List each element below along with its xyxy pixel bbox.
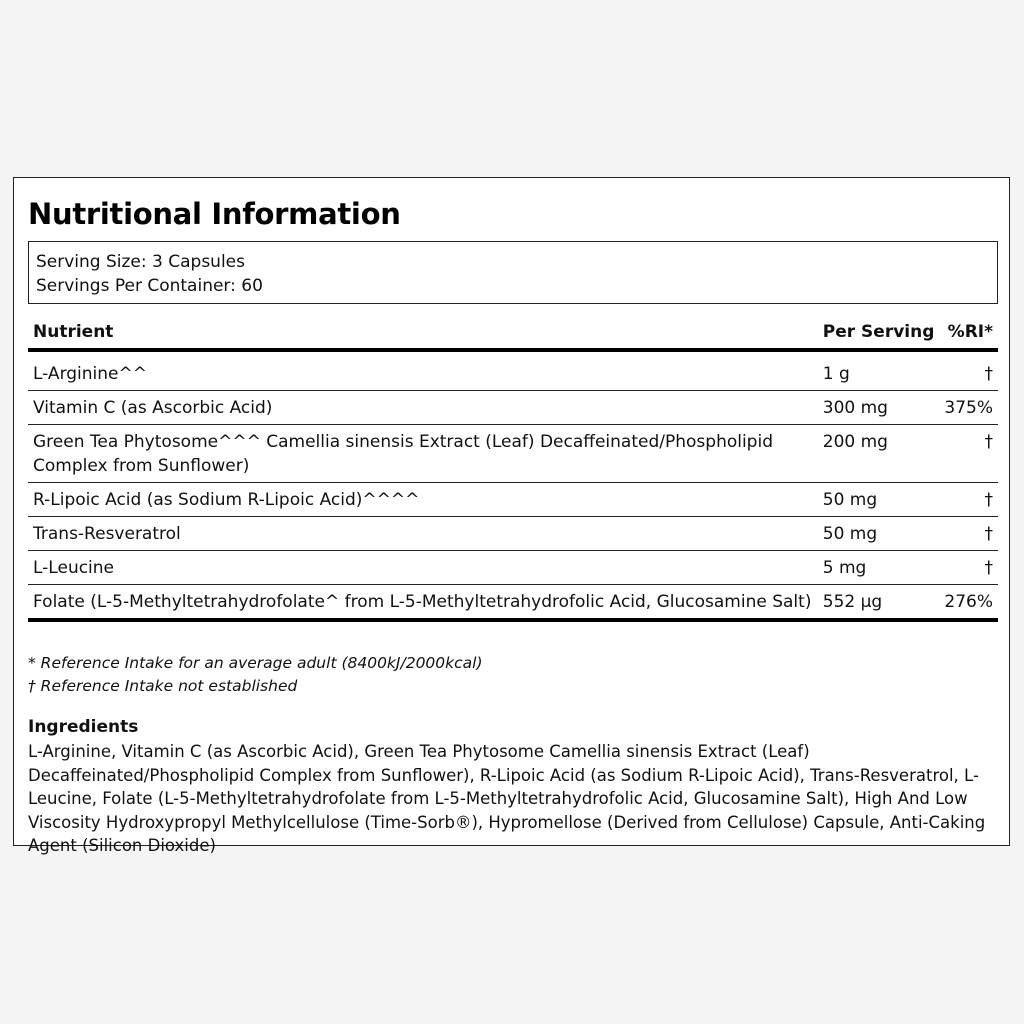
- nutrient-name: R-Lipoic Acid (as Sodium R-Lipoic Acid)^^^^: [28, 483, 818, 517]
- nutrient-amount: 50 mg: [818, 483, 940, 517]
- ri-column-header: %RI*: [939, 316, 998, 350]
- nutrient-amount: 1 g: [818, 350, 940, 391]
- nutrient-ri: †: [939, 425, 998, 483]
- serving-size: Serving Size: 3 Capsules: [36, 252, 245, 272]
- table-row: [28, 350, 998, 391]
- not-established-note: † Reference Intake not established: [28, 677, 298, 695]
- footnotes: [28, 652, 483, 698]
- table-row: [28, 585, 998, 621]
- nutrient-amount: 300 mg: [818, 391, 940, 425]
- reference-intake-note: * Reference Intake for an average adult (8400kJ/2000kcal): [28, 654, 483, 672]
- nutrient-ri: †: [939, 483, 998, 517]
- nutrient-name: L-Arginine^^: [28, 350, 818, 391]
- table-header-row: [28, 316, 998, 350]
- nutrient-name: L-Leucine: [28, 551, 818, 585]
- ingredients-heading: Ingredients: [28, 717, 139, 737]
- nutrient-amount: 5 mg: [818, 551, 940, 585]
- nutrient-name: Folate (L-5-Methyltetrahydrofolate^ from L-5-Methyltetrahydrofolic Acid, Glucosamine Salt): [28, 585, 818, 621]
- nutrient-ri: †: [939, 551, 998, 585]
- table-row: [28, 483, 998, 517]
- servings-per-container: Servings Per Container: 60: [36, 276, 263, 296]
- serving-info-box: [28, 241, 998, 304]
- table-row: [28, 425, 998, 483]
- table-row: [28, 517, 998, 551]
- table-row: [28, 391, 998, 425]
- per-serving-column-header: Per Serving: [818, 316, 940, 350]
- nutrient-name: Trans-Resveratrol: [28, 517, 818, 551]
- nutrient-ri: 276%: [939, 585, 998, 621]
- nutrient-amount: 552 µg: [818, 585, 940, 621]
- nutrient-ri: 375%: [939, 391, 998, 425]
- nutrient-ri: †: [939, 517, 998, 551]
- ingredients-list: L-Arginine, Vitamin C (as Ascorbic Acid), Green Tea Phytosome Camellia sinensis Extract (Leaf) Decaffeinated/Phospholipid Complex from Sunflower), R-Lipoic Acid (as Sodium R-Lipoic Acid), Trans-Resveratrol, L-Leucine, Folate (L-5-Methyltetrahydrofolate from L-5-Methyltetrahydrofolic Acid, Glucosamine Salt), High And Low Viscosity Hydroxypropyl Methylcellulose (Time-Sorb®), Hypromellose (Derived from Cellulose) Capsule, Anti-Caking Agent (Silicon Dioxide): [28, 742, 986, 855]
- nutrient-name: Vitamin C (as Ascorbic Acid): [28, 391, 818, 425]
- nutrient-name: Green Tea Phytosome^^^ Camellia sinensis Extract (Leaf) Decaffeinated/Phospholipid Complex from Sunflower): [28, 425, 818, 483]
- panel-title: Nutritional Information: [28, 197, 401, 231]
- nutrient-table: [28, 316, 998, 622]
- nutrient-column-header: Nutrient: [28, 316, 818, 350]
- nutrition-panel: [13, 177, 1010, 855]
- table-row: [28, 551, 998, 585]
- nutrient-amount: 50 mg: [818, 517, 940, 551]
- nutrient-ri: †: [939, 350, 998, 391]
- nutrient-amount: 200 mg: [818, 425, 940, 483]
